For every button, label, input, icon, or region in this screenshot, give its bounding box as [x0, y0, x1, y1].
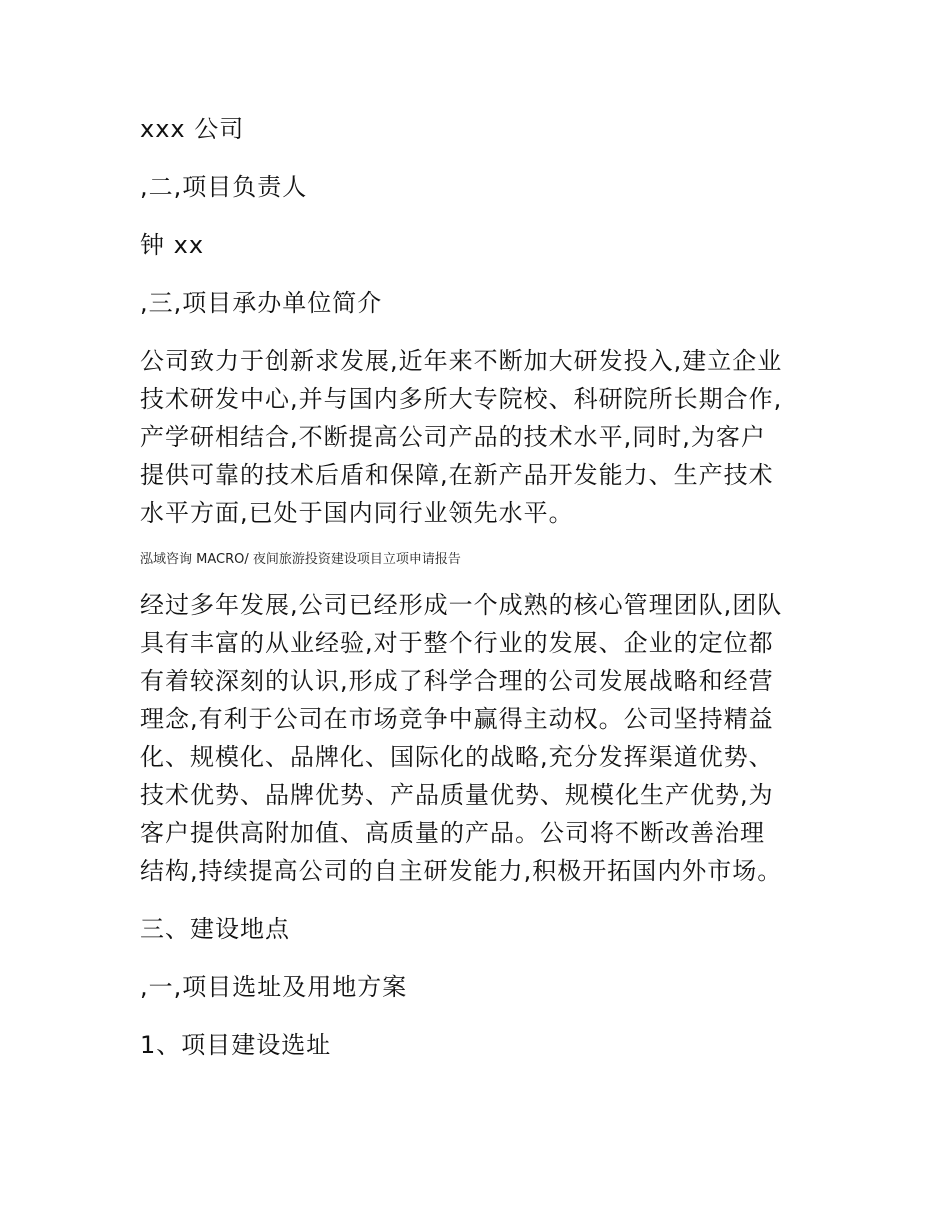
- paragraph-line: 公司致力于创新求发展,近年来不断加大研发投入,建立企业: [140, 347, 783, 375]
- heading-unit-intro: ,三,项目承办单位简介: [140, 289, 383, 317]
- paragraph-line: 提供可靠的技术后盾和保障,在新产品开发能力、生产技术: [140, 461, 774, 489]
- paragraph-line: 具有丰富的从业经验,对于整个行业的发展、企业的定位都: [140, 629, 774, 657]
- heading-site-selection: 1、项目建设选址: [140, 1031, 332, 1059]
- heading-location: 三、建设地点: [140, 915, 290, 943]
- heading-project-leader: ,二,项目负责人: [140, 173, 308, 201]
- paragraph-line: 技术研发中心,并与国内多所大专院校、科研院所长期合作,: [140, 385, 783, 413]
- paragraph-line: 有着较深刻的认识,形成了科学合理的公司发展战略和经营: [140, 667, 774, 695]
- heading-site-plan: ,一,项目选址及用地方案: [140, 973, 408, 1001]
- paragraph-line: 客户提供高附加值、高质量的产品。公司将不断改善治理: [140, 819, 765, 847]
- paragraph-line: 理念,有利于公司在市场竞争中赢得主动权。公司坚持精益: [140, 705, 774, 733]
- company-name: xxx 公司: [140, 115, 245, 143]
- document-page: [140, 110, 820, 1064]
- paragraph-team: [140, 586, 820, 890]
- paragraph-intro: [140, 342, 820, 532]
- paragraph-line: 经过多年发展,公司已经形成一个成熟的核心管理团队,团队: [140, 591, 783, 619]
- paragraph-line: 技术优势、品牌优势、产品质量优势、规模化生产优势,为: [140, 781, 774, 809]
- paragraph-line: 产学研相结合,不断提高公司产品的技术水平,同时,为客户: [140, 423, 766, 451]
- paragraph-line: 化、规模化、品牌化、国际化的战略,充分发挥渠道优势、: [140, 743, 774, 771]
- paragraph-line: 水平方面,已处于国内同行业领先水平。: [140, 499, 574, 527]
- leader-name: 钟 xx: [140, 231, 205, 259]
- page-caption: 泓域咨询 MACRO/ 夜间旅游投资建设项目立项申请报告: [140, 552, 461, 567]
- paragraph-line: 结构,持续提高公司的自主研发能力,积极开拓国内外市场。: [140, 857, 783, 885]
